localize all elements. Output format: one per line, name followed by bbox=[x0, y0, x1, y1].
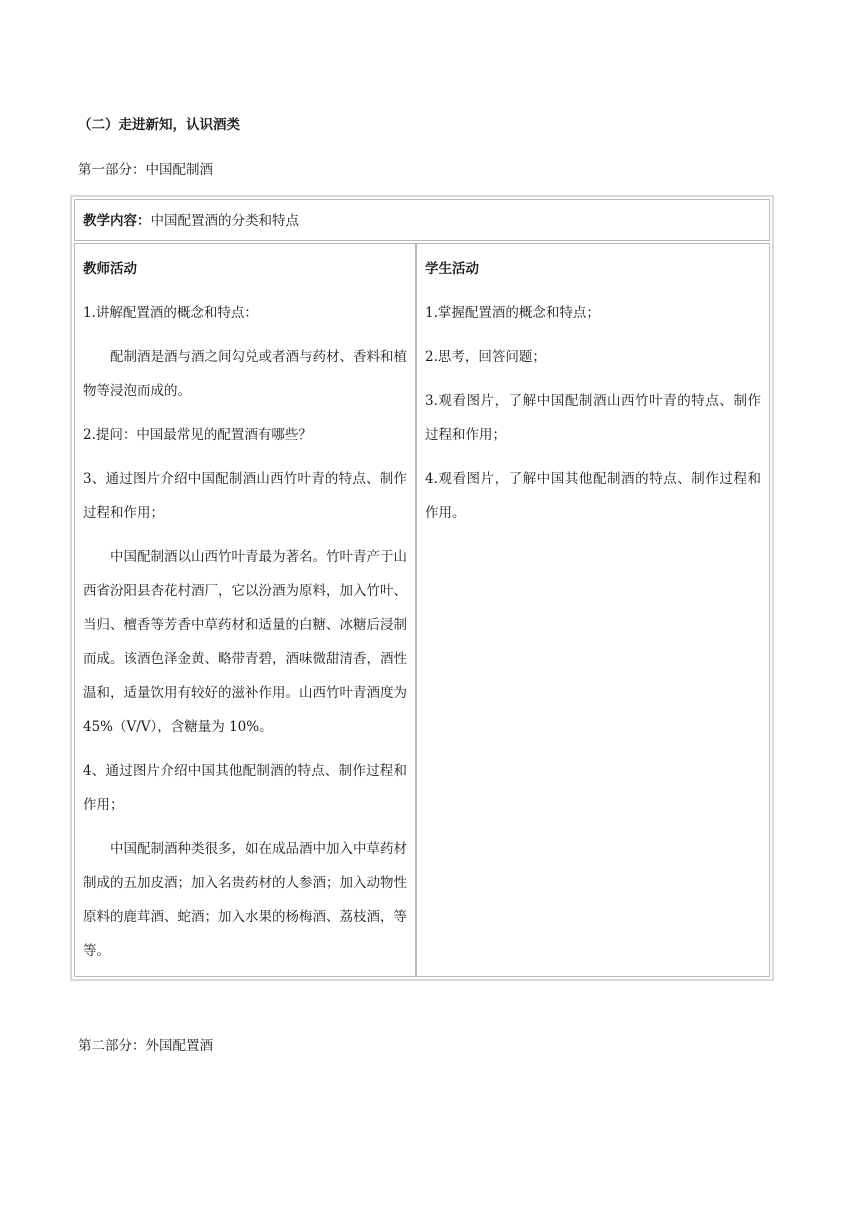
teacher-activity-heading: 教师活动 bbox=[83, 261, 137, 277]
teaching-content-label: 教学内容： bbox=[83, 213, 151, 229]
part2-title: 第二部分：外国配置酒 bbox=[78, 1038, 213, 1054]
student-paragraph: 3.观看图片，了解中国配制酒山西竹叶青的特点、制作过程和作用； bbox=[425, 393, 761, 443]
lesson-table bbox=[70, 195, 774, 981]
teaching-content-row bbox=[74, 199, 770, 241]
student-paragraph: 4.观看图片，了解中国其他配制酒的特点、制作过程和作用。 bbox=[425, 471, 761, 521]
teacher-paragraph: 2.提问：中国最常见的配置酒有哪些？ bbox=[83, 427, 312, 443]
teaching-content-text: 中国配置酒的分类和特点 bbox=[150, 213, 299, 229]
teacher-paragraph: 3、通过图片介绍中国配制酒山西竹叶青的特点、制作过程和作用； bbox=[83, 471, 407, 521]
section-heading: （二）走进新知，认识酒类 bbox=[78, 117, 240, 133]
teacher-paragraph: 中国配制酒以山西竹叶青最为著名。竹叶青产于山西省汾阳县杏花村酒厂，它以汾酒为原料，加入竹叶、当归、檀香等芳香中草药材和适量的白糖、冰糖后浸制而成。该酒色泽金黄、略带青碧，酒味微甜清香，酒性温和，适量饮用有较好的滋补作用。山西竹叶青酒度为 45%（V/V），含糖量为 10%。 bbox=[83, 549, 407, 735]
student-paragraph: 1.掌握配置酒的概念和特点； bbox=[425, 305, 600, 321]
teacher-paragraph: 4、通过图片介绍中国其他配制酒的特点、制作过程和作用； bbox=[83, 763, 407, 813]
student-activity-cell bbox=[416, 243, 770, 977]
teacher-paragraph: 中国配制酒种类很多，如在成品酒中加入中草药材制成的五加皮酒；加入名贵药材的人参酒；加入动物性原料的鹿茸酒、蛇酒；加入水果的杨梅酒、荔枝酒，等等。 bbox=[83, 841, 407, 959]
student-paragraph: 2.思考，回答问题； bbox=[425, 349, 546, 365]
teacher-activity-cell bbox=[74, 243, 416, 977]
teacher-paragraph: 配制酒是酒与酒之间勾兑或者酒与药材、香料和植物等浸泡而成的。 bbox=[83, 349, 407, 399]
teacher-paragraph: 1.讲解配置酒的概念和特点： bbox=[83, 305, 258, 321]
part1-title: 第一部分：中国配制酒 bbox=[78, 162, 213, 178]
student-activity-heading: 学生活动 bbox=[425, 261, 479, 277]
